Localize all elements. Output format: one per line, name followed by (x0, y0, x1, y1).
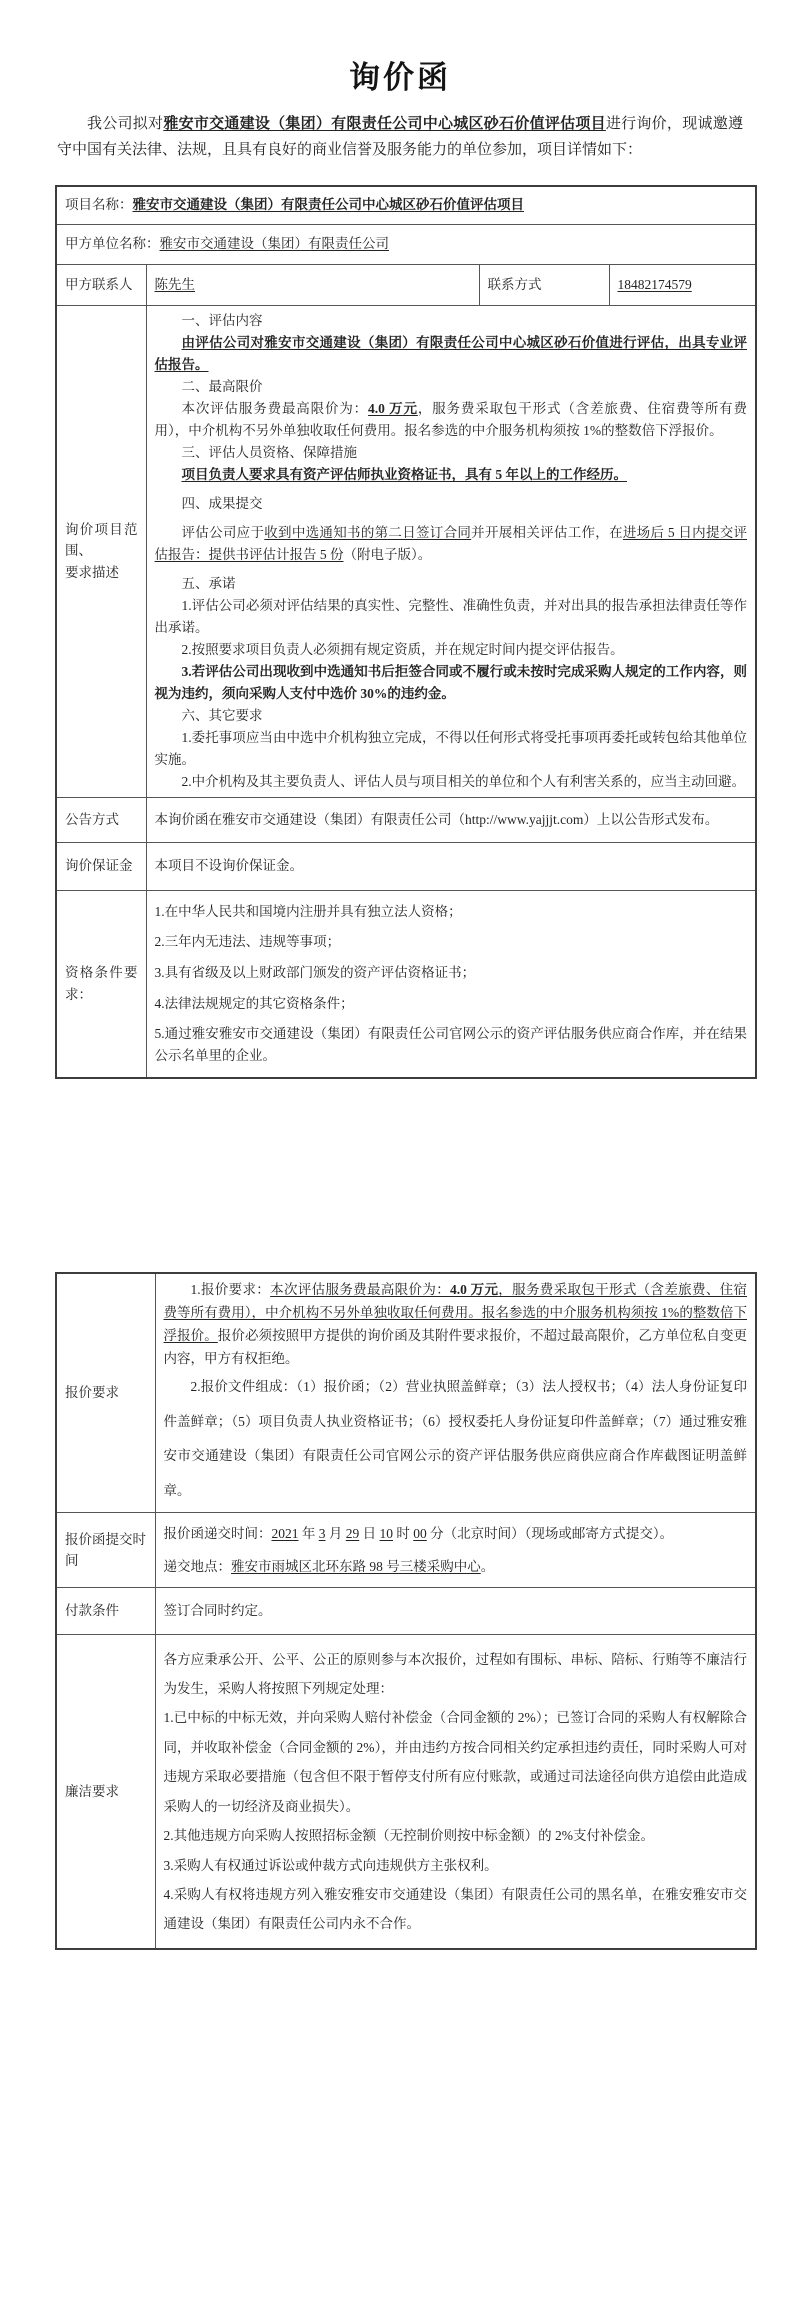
submission-label-line1: 报价函提交时 (65, 1531, 146, 1547)
submission-time-line (164, 1517, 748, 1550)
quote-p2: 2.报价文件组成：（1）报价函；（2）营业执照盖鲜章；（3）法人授权书；（4）法人身份证复印件盖鲜章；（5）项目负责人执业资格证书；（6）授权委托人身份证复印件盖鲜章；（7）通过雅安雅安市交通建设（集团）有限责任公司官网公示的资产评估服务供应商供应商合作库截图证明盖鲜章。 (163, 1379, 747, 1498)
integrity-item-3: 3.采购人有权通过诉讼或仲裁方式向违规供方主张权利。 (163, 1857, 498, 1873)
integrity-intro: 各方应秉承公开、公平、公正的原则参与本次报价，过程如有围标、串标、陪标、行贿等不廉洁行为发生，采购人将按照下列规定处理： (163, 1651, 747, 1696)
quote-p1-u2: ，服务费采取包干形式（含差旅费、住宿费等所有费用），中介机构不另外单独收取任何费用。报名参选的中介服务机构须按 1%的整数倍下浮报价。 (163, 1281, 748, 1343)
project-name-label: 项目名称： (65, 197, 133, 213)
intro-pre: 我公司拟对 (87, 116, 164, 132)
party-name-value: 雅安市交通建设（集团）有限责任公司 (159, 236, 389, 252)
submission-day: 29 (345, 1526, 360, 1542)
quote-p1-u1: 本次评估服务费最高限价为： (270, 1281, 451, 1297)
submission-time-post: 分（北京时间）（现场或邮寄方式提交）。 (426, 1526, 674, 1542)
scope-p4-post: （附电子版）。 (343, 546, 432, 562)
party-name-row (56, 224, 756, 264)
scope-label-cell (56, 305, 146, 797)
contact-name-value: 陈先生 (154, 276, 195, 292)
quote-p1 (164, 1278, 748, 1371)
phone-value: 18482174579 (617, 276, 692, 292)
scope-p4-pre: 评估公司应于 (181, 524, 265, 540)
quote-requirements-content-cell (155, 1273, 756, 1513)
scope-h5: 五、承诺 (181, 575, 236, 591)
phone-label-cell: 联系方式 (479, 264, 609, 305)
scope-h1: 一、评估内容 (181, 312, 263, 328)
deposit-row (56, 842, 756, 890)
scope-p2-price: 4.0 万元 (368, 400, 418, 416)
submission-month-unit: 月 (325, 1526, 346, 1542)
scope-h3: 三、评估人员资格、保障措施 (181, 444, 357, 460)
submission-time-pre: 报价函递交时间： (163, 1526, 272, 1542)
integrity-row (56, 1635, 756, 1950)
quote-p1-post: 报价必须按照甲方提供的询价函及其附件要求报价，不超过最高限价，乙方单位私自变更内容，甲方有权拒绝。 (163, 1327, 748, 1367)
project-name-row (56, 186, 756, 225)
qualification-item-3: 3.具有省级及以上财政部门颁发的资产评估资格证书； (154, 964, 476, 980)
submission-place-pre: 递交地点： (163, 1559, 231, 1575)
announcement-label-cell: 公告方式 (56, 797, 146, 842)
scope-p1 (155, 332, 748, 376)
party-name-label: 甲方单位名称： (65, 236, 160, 252)
scope-p4 (155, 522, 748, 566)
intro-paragraph (57, 111, 743, 164)
page-title: 询价函 (349, 60, 451, 95)
inquiry-info-table (55, 185, 757, 1079)
party-name-cell (56, 224, 756, 264)
submission-minute: 00 (413, 1526, 427, 1542)
quote-requirements-row (56, 1273, 756, 1513)
intro-post: 进行询价，现诚邀遵守中国有关法律、法规，且具有良好的商业信誉及服务能力的单位参加，项目详情如下： (57, 116, 743, 159)
announcement-content-cell: 本询价函在雅安市交通建设（集团）有限责任公司（http://www.yajjjt.com）上以公告形式发布。 (146, 797, 756, 842)
submission-hour-unit: 时 (393, 1526, 414, 1542)
scope-h6: 六、其它要求 (181, 707, 263, 723)
payment-terms-label-cell: 付款条件 (56, 1588, 155, 1635)
submission-hour: 10 (379, 1526, 393, 1542)
scope-p2-post: ，服务费采取包干形式（含差旅费、住宿费等所有费用），中介机构不另外单独收取任何费用。报名参选的中介服务机构须按 1%的整数倍下浮报价。 (154, 400, 748, 438)
qualification-item-4: 4.法律法规规定的其它资格条件； (154, 995, 354, 1011)
submission-time-label-cell (56, 1513, 155, 1588)
contact-name-cell (146, 264, 479, 305)
phone-cell (609, 264, 756, 305)
scope-p3 (155, 464, 748, 486)
scope-label-line1: 询价项目范围、 (65, 521, 138, 559)
submission-time-content-cell (155, 1513, 756, 1588)
scope-p4-u2: 进场后 5 日内提交评估报告：提供书评估计报告 5 份 (154, 524, 748, 562)
announcement-row (56, 797, 756, 842)
scope-p4-u1: 收到中选通知书的第二日签订合同 (264, 524, 472, 540)
scope-p2-pre: 本次评估服务费最高限价为： (181, 400, 369, 416)
integrity-item-1: 1.已中标的中标无效，并向采购人赔付补偿金（合同金额的 2%）；已签订合同的采购人有权解除合同，并收取补偿金（合同金额的 2%），并由违约方按合同相关约定承担违约责任，同时采购人可对违规方采取必要措施（包含但不限于暂停支付所有应付账款，或通过司法途径向供方追偿由此造成采购人的一切经济及商业损失）。 (163, 1710, 747, 1814)
qualification-item-2: 2.三年内无违法、违规等事项； (154, 934, 341, 950)
qualification-item-5: 5.通过雅安雅安市交通建设（集团）有限责任公司官网公示的资产评估服务供应商合作库，并在结果公示名单里的企业。 (154, 1026, 747, 1063)
scope-label-line2: 要求描述 (65, 564, 119, 580)
deposit-label-cell: 询价保证金 (56, 842, 146, 890)
scope-p5-1: 1.评估公司必须对评估结果的真实性、完整性、准确性负责，并对出具的报告承担法律责任等作出承诺。 (154, 597, 747, 635)
payment-terms-content-cell: 签订合同时约定。 (155, 1588, 756, 1635)
payment-terms-row (56, 1588, 756, 1635)
submission-place-post: 。 (480, 1559, 495, 1575)
submission-day-unit: 日 (359, 1526, 380, 1542)
project-name-value: 雅安市交通建设（集团）有限责任公司中心城区砂石价值评估项目 (132, 197, 524, 213)
scope-p4-mid: 并开展相关评估工作，在 (471, 524, 623, 540)
scope-p6-1: 1.委托事项应当由中选中介机构独立完成，不得以任何形式将受托事项再委托或转包给其他单位实施。 (154, 729, 747, 767)
submission-year: 2021 (271, 1526, 299, 1542)
scope-h2: 二、最高限价 (181, 378, 263, 394)
qualification-item-1: 1.在中华人民共和国境内注册并具有独立法人资格； (154, 903, 462, 919)
submission-label-line2: 间 (65, 1553, 79, 1569)
scope-p6-2: 2.中介机构及其主要负责人、评估人员与项目相关的单位和个人有利害关系的，应当主动回避。 (181, 773, 746, 789)
integrity-content-cell (155, 1635, 756, 1950)
contact-label-cell: 甲方联系人 (56, 264, 146, 305)
deposit-content-cell: 本项目不设询价保证金。 (146, 842, 756, 890)
scope-p5-2: 2.按照要求项目负责人必须拥有规定资质，并在规定时间内提交评估报告。 (181, 641, 624, 657)
integrity-item-4: 4.采购人有权将违规方列入雅安雅安市交通建设（集团）有限责任公司的黑名单，在雅安雅安市交通建设（集团）有限责任公司内永不合作。 (163, 1886, 747, 1932)
submission-month: 3 (318, 1526, 326, 1542)
project-name-cell (56, 186, 756, 225)
scope-content-cell (146, 305, 756, 797)
scope-h4: 四、成果提交 (181, 495, 263, 511)
document-page (0, 52, 800, 2315)
quote-requirements-label-cell: 报价要求 (56, 1273, 155, 1513)
integrity-item-2: 2.其他违规方向采购人按照招标金额（无控制价则按中标金额）的 2%支付补偿金。 (163, 1828, 654, 1844)
contact-row (56, 264, 756, 305)
scope-p2 (155, 398, 748, 442)
integrity-label-cell: 廉洁要求 (56, 1635, 155, 1950)
scope-p3-text: 项目负责人要求具有资产评估师执业资格证书，具有 5 年以上的工作经历。 (181, 466, 627, 482)
scope-p1-text: 由评估公司对雅安市交通建设（集团）有限责任公司中心城区砂石价值进行评估，出具专业评估报告。 (154, 334, 747, 372)
quote-p1-pre: 1.报价要求： (190, 1281, 271, 1297)
quote-p1-price: 4.0 万元 (450, 1281, 499, 1297)
submission-place: 雅安市雨城区北环东路 98 号三楼采购中心 (231, 1559, 481, 1575)
scope-row (56, 305, 756, 797)
qualification-content-cell (146, 890, 756, 1078)
scope-p5-3: 3.若评估公司出现收到中选通知书后拒签合同或不履行或未按时完成采购人规定的工作内容，则视为违约，须向采购人支付中选价 30%的违约金。 (154, 663, 747, 701)
qualification-label-cell: 资格条件要求： (56, 890, 146, 1078)
qualification-row (56, 890, 756, 1078)
submission-time-row (56, 1513, 756, 1588)
intro-project-name: 雅安市交通建设（集团）有限责任公司中心城区砂石价值评估项目 (163, 116, 606, 132)
submission-year-unit: 年 (298, 1526, 319, 1542)
quotation-table (55, 1272, 757, 1951)
submission-place-line (164, 1550, 748, 1583)
